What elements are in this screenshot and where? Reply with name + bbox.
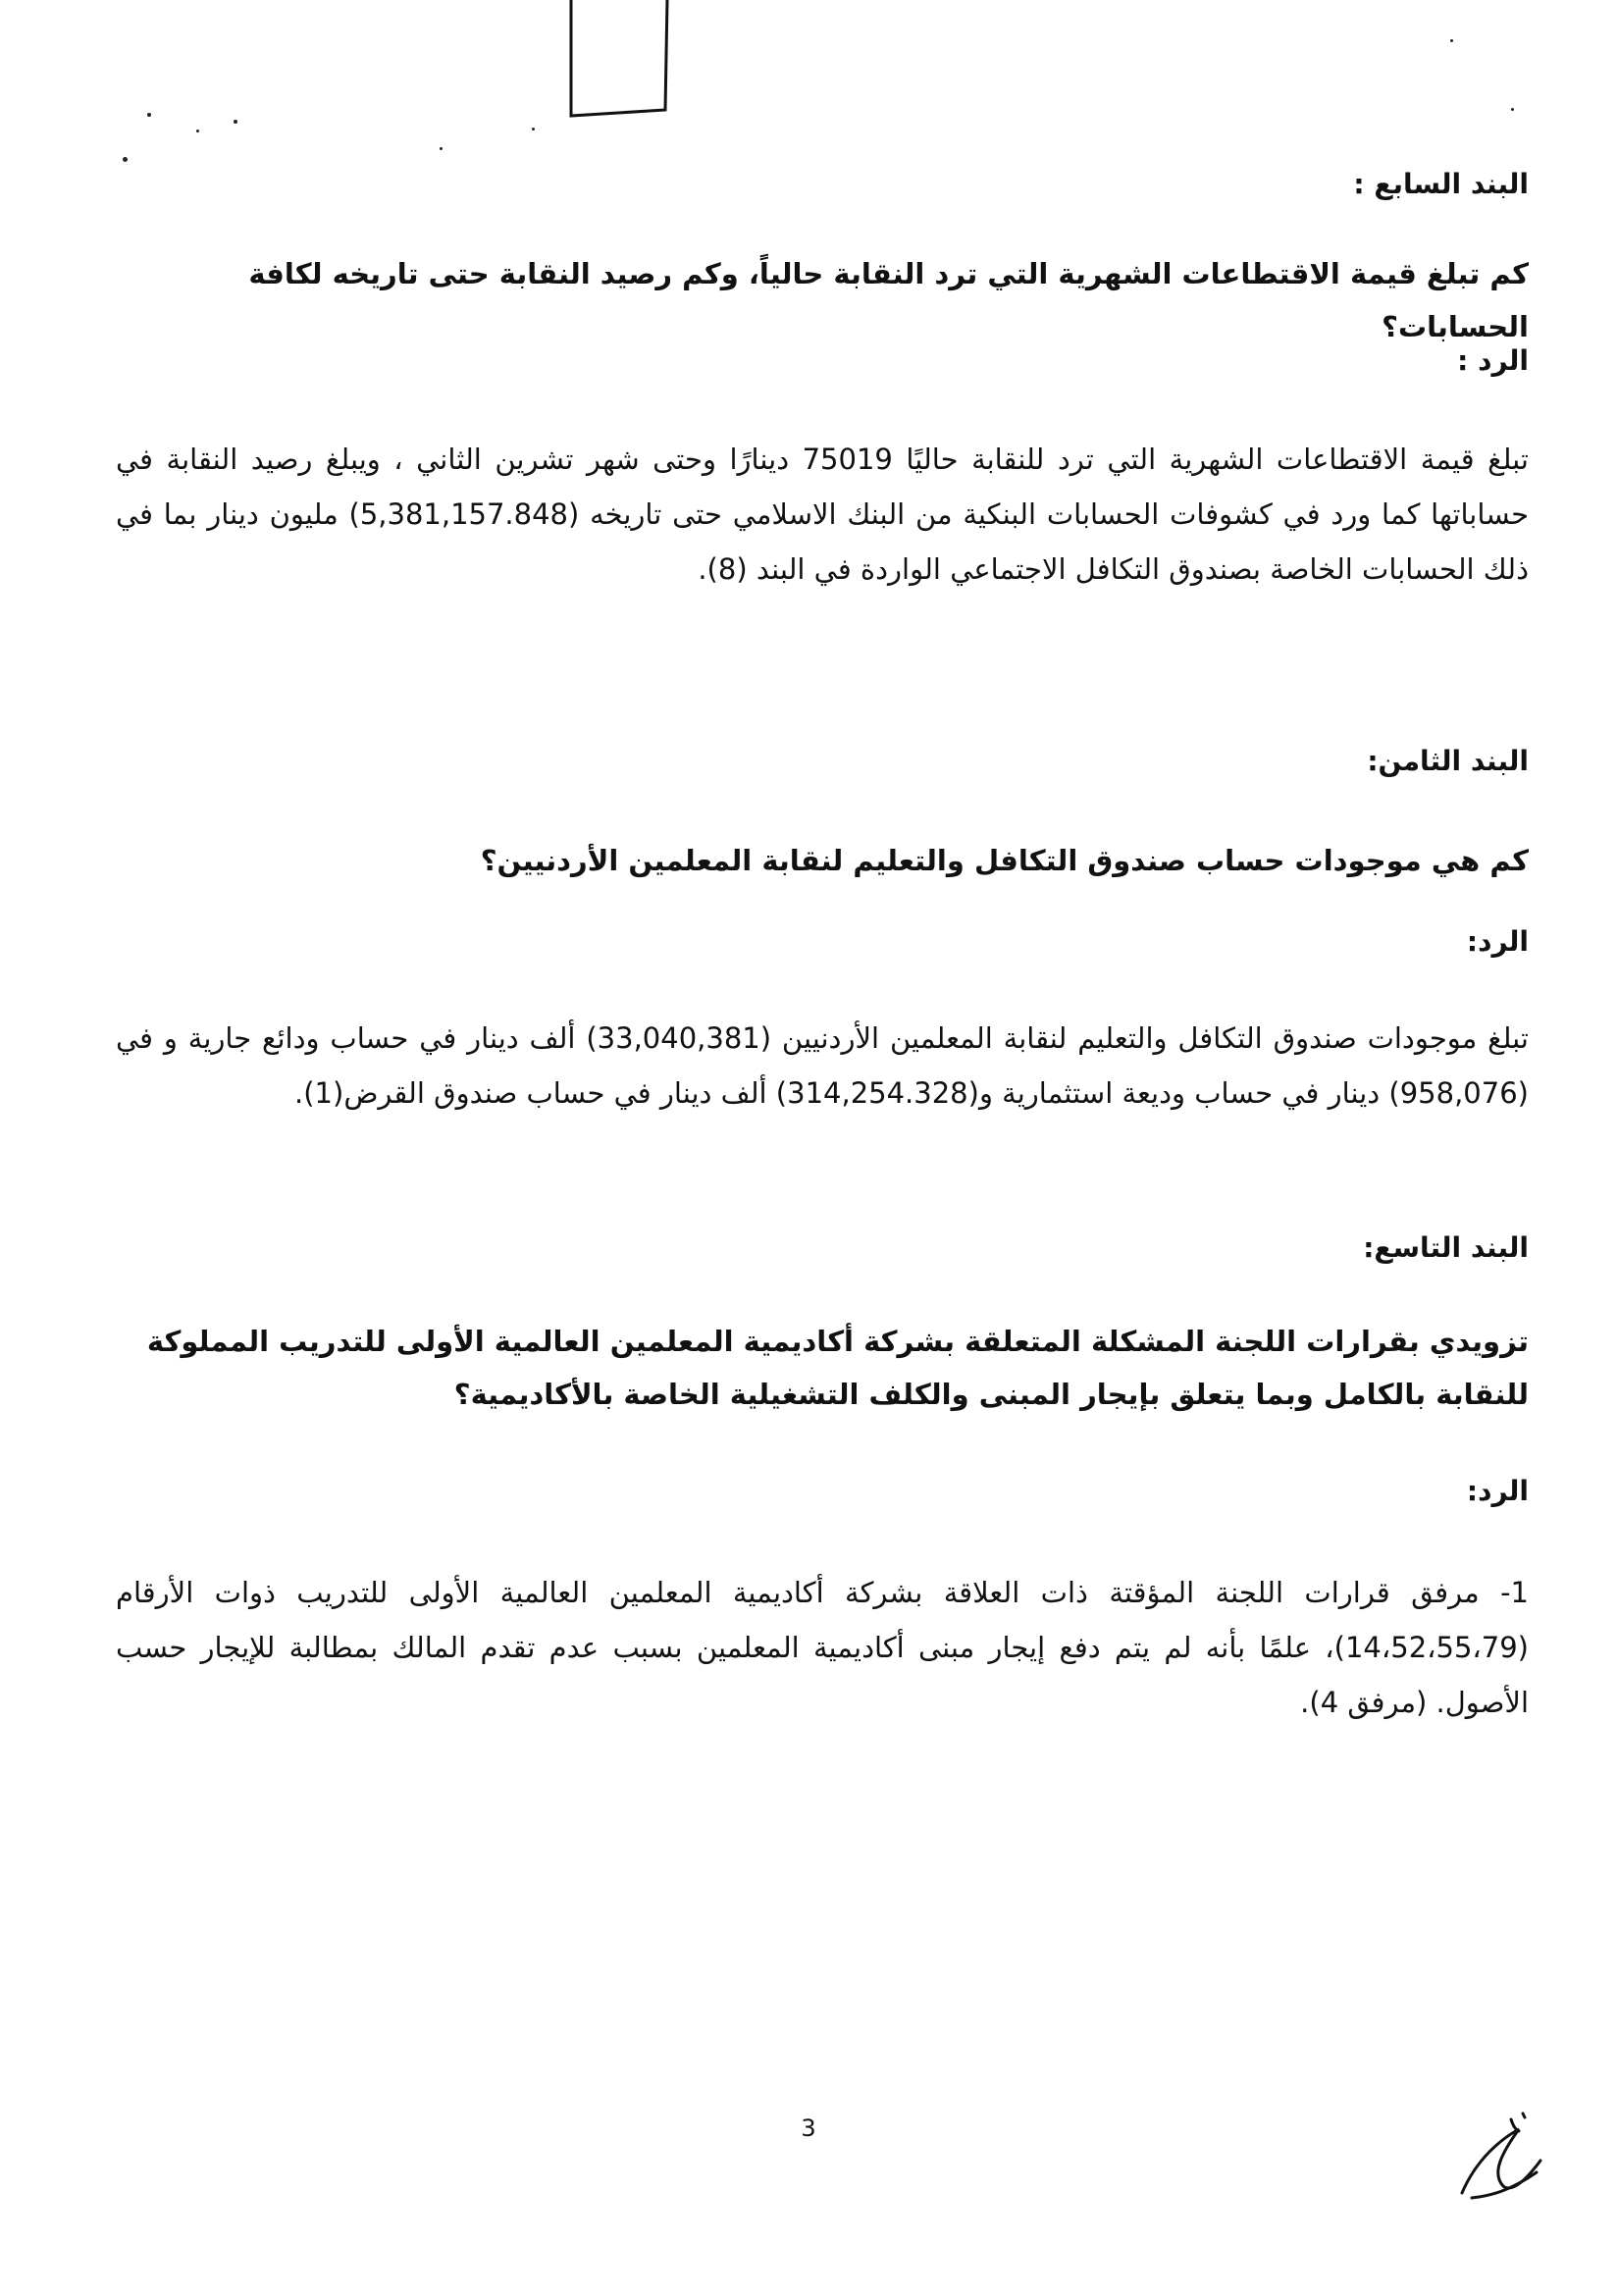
scan-speck <box>440 147 443 150</box>
stamp-box-mark <box>567 0 675 123</box>
page-number: 3 <box>801 2114 816 2142</box>
section7-reply-label: الرد : <box>1457 344 1529 377</box>
list-item-text: مرفق قرارات اللجنة المؤقتة ذات العلاقة بشركة أكاديمية المعلمين العالمية الأولى للتدريب ذوات الأرقام (14،52،55،79)، علمًا بأنه لم يتم دفع إيجار مبنى أكاديمية المعلمين بسبب عدم تقدم المالك بمطالبة للإيجار حسب الأصول. (مرفق 4). <box>116 1576 1529 1719</box>
section8-answer: تبلغ موجودات صندوق التكافل والتعليم لنقابة المعلمين الأردنيين (33,040,381) ألف دينار في حساب ودائع جارية و في (958,076) دينار في حساب وديعة استثمارية و(314,254.328) ألف دينار في حساب صندوق القرض(1). <box>116 1021 1529 1110</box>
scan-speck <box>1450 39 1453 42</box>
scan-speck <box>123 157 128 162</box>
scan-speck <box>1511 108 1514 111</box>
section8-heading: البند الثامن: <box>1367 745 1529 777</box>
section8-question: كم هي موجودات حساب صندوق التكافل والتعليم لنقابة المعلمين الأردنيين؟ <box>480 844 1529 877</box>
section9-heading: البند التاسع: <box>1363 1231 1529 1264</box>
list-item-number: 1- <box>1500 1576 1529 1609</box>
scan-speck <box>532 128 535 130</box>
section8-reply-label: الرد: <box>1466 925 1529 958</box>
scan-speck <box>196 130 199 132</box>
section9-question: تزويدي بقرارات اللجنة المشكلة المتعلقة بشركة أكاديمية المعلمين العالمية الأولى للتدريب المملوكة للنقابة بالكامل وبما يتعلق بإيجار المبنى والكلف التشغيلية الخاصة بالأكاديمية؟ <box>146 1325 1529 1411</box>
scan-speck <box>147 113 151 117</box>
signature-mark <box>1442 2100 1560 2218</box>
scan-speck <box>234 120 237 124</box>
section9-reply-label: الرد: <box>1466 1475 1529 1507</box>
section7-question: كم تبلغ قيمة الاقتطاعات الشهرية التي ترد النقابة حالياً، وكم رصيد النقابة حتى تاريخه لكافة الحسابات؟ <box>248 257 1529 343</box>
section7-answer: تبلغ قيمة الاقتطاعات الشهرية التي ترد للنقابة حاليًا 75019 دينارًا وحتى شهر تشرين الثاني ، ويبلغ رصيد النقابة في حساباتها كما ورد في كشوفات الحسابات البنكية من البنك الاسلامي حتى تاريخه (5,381,157.848) مليون دينار بما في ذلك الحسابات الخاصة بصندوق التكافل الاجتماعي الواردة في البند (8). <box>116 443 1529 586</box>
section7-heading: البند السابع : <box>1353 168 1529 200</box>
section9-list-item <box>116 1565 1529 1730</box>
